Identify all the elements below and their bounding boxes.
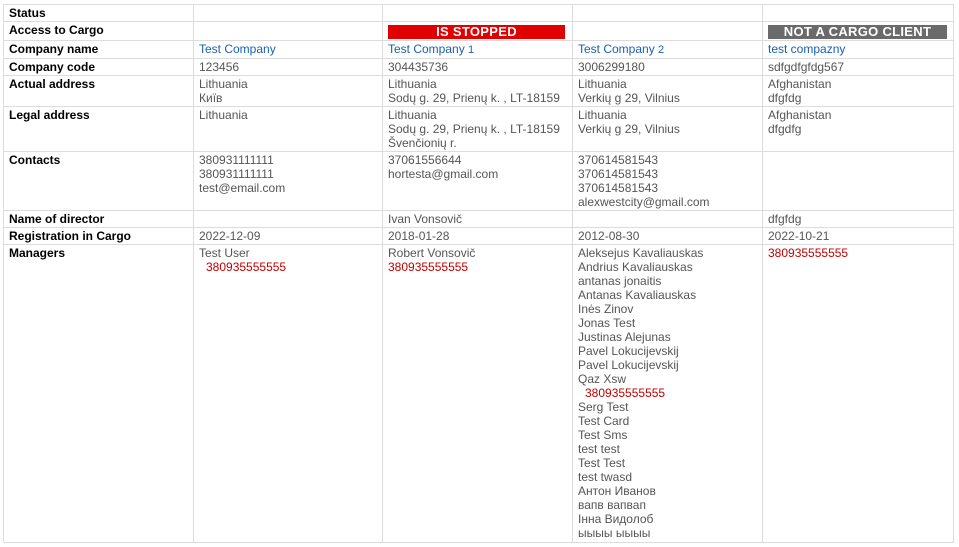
cell-director-1	[194, 211, 383, 228]
manager-name: ыыыы ыыыы	[578, 526, 651, 540]
company-link-2-text: Test Company	[388, 42, 465, 56]
manager-name: Jonas Test	[578, 316, 636, 330]
cell-managers-4	[763, 245, 954, 543]
contact-line: 370614581543	[578, 167, 659, 181]
cell-name-2	[383, 41, 573, 59]
cell-status-1	[194, 5, 383, 22]
company-link-4[interactable]: test compazny	[768, 42, 846, 56]
cell-legal-4	[763, 107, 954, 152]
manager-name: test twasd	[578, 470, 633, 484]
address-line: dfgdfg	[768, 122, 802, 136]
row-contacts	[4, 152, 954, 211]
address-line: Švenčionių r.	[388, 136, 457, 150]
address-line: Lithuania	[578, 77, 627, 91]
cell-actual-1	[194, 76, 383, 107]
manager-name: Andrius Kavaliauskas	[578, 260, 693, 274]
cell-registration-1: 2022-12-09	[194, 228, 383, 245]
status-badge-stopped: IS STOPPED	[388, 25, 565, 39]
row-label-company-code: Company code	[4, 59, 194, 76]
cell-contacts-1	[194, 152, 383, 211]
row-registration	[4, 228, 954, 245]
cell-actual-4	[763, 76, 954, 107]
cell-managers-1	[194, 245, 383, 543]
manager-name: test test	[578, 442, 621, 456]
contact-line: 370614581543	[578, 153, 659, 167]
manager-name: Інна Видолоб	[578, 512, 654, 526]
manager-name: Test Sms	[578, 428, 628, 442]
manager-name: Test Card	[578, 414, 630, 428]
manager-name: Aleksejus Kavaliauskas	[578, 246, 704, 260]
row-label-registration: Registration in Cargo	[4, 228, 194, 245]
cell-actual-3	[573, 76, 763, 107]
row-label-actual-address: Actual address	[4, 76, 194, 107]
row-label-managers: Managers	[4, 245, 194, 543]
row-label-status: Status	[4, 5, 194, 22]
cell-contacts-4	[763, 152, 954, 211]
cell-actual-2	[383, 76, 573, 107]
cell-contacts-2	[383, 152, 573, 211]
cell-code-1: 123456	[194, 59, 383, 76]
row-company-name	[4, 41, 954, 59]
address-line: Lithuania	[388, 108, 437, 122]
manager-phone: 380935555555	[388, 260, 469, 274]
cell-code-4: sdfgdfgfdg567	[763, 59, 954, 76]
manager-name: Pavel Lokucijevskij	[578, 344, 679, 358]
contact-line: 370614581543	[578, 181, 659, 195]
row-actual-address	[4, 76, 954, 107]
status-badge-not-client: NOT A CARGO CLIENT	[768, 25, 947, 39]
row-label-legal-address: Legal address	[4, 107, 194, 152]
row-label-company-name: Company name	[4, 41, 194, 59]
company-link-2-suffix: 1	[468, 44, 475, 56]
cell-director-4: dfgfdg	[763, 211, 954, 228]
manager-phone: 380935555555	[768, 246, 849, 260]
manager-name: Qaz Xsw	[578, 372, 627, 386]
address-line: Київ	[199, 91, 223, 105]
row-label-contacts: Contacts	[4, 152, 194, 211]
company-link-3-text: Test Company	[578, 42, 655, 56]
contact-line: hortesta@gmail.com	[388, 167, 499, 181]
address-line: Verkių g 29, Vilnius	[578, 122, 680, 136]
contact-line: 37061556644	[388, 153, 462, 167]
cell-access-1	[194, 22, 383, 41]
cell-name-1	[194, 41, 383, 59]
cell-status-3	[573, 5, 763, 22]
row-legal-address	[4, 107, 954, 152]
address-line: Afghanistan	[768, 108, 832, 122]
manager-name: Антон Иванов	[578, 484, 656, 498]
address-line: Lithuania	[388, 77, 437, 91]
manager-name: Pavel Lokucijevskij	[578, 358, 679, 372]
address-line: Lithuania	[578, 108, 627, 122]
row-company-code	[4, 59, 954, 76]
cell-registration-2: 2018-01-28	[383, 228, 573, 245]
manager-name: Test Test	[578, 456, 626, 470]
address-line: Lithuania	[199, 77, 248, 91]
manager-name: Antanas Kavaliauskas	[578, 288, 697, 302]
cell-name-3	[573, 41, 763, 59]
manager-phone: 380935555555	[206, 260, 287, 274]
address-line: Afghanistan	[768, 77, 832, 91]
cell-contacts-3	[573, 152, 763, 211]
manager-name: Serg Test	[578, 400, 629, 414]
cell-managers-2	[383, 245, 573, 543]
manager-name: antanas jonaitis	[578, 274, 662, 288]
cell-access-3	[573, 22, 763, 41]
cell-name-4	[763, 41, 954, 59]
company-comparison	[3, 4, 954, 543]
contact-line: 380931111111	[199, 167, 274, 181]
manager-name: вапв вапвап	[578, 498, 646, 512]
cell-access-4	[763, 22, 954, 41]
row-director	[4, 211, 954, 228]
manager-phone: 380935555555	[585, 386, 666, 400]
cell-status-2	[383, 5, 573, 22]
company-link-2[interactable]	[388, 42, 474, 56]
cell-code-3: 3006299180	[573, 59, 763, 76]
cell-legal-2	[383, 107, 573, 152]
row-managers	[4, 245, 954, 543]
manager-name: Inės Zinov	[578, 302, 634, 316]
cell-registration-3: 2012-08-30	[573, 228, 763, 245]
manager-name: Justinas Alejunas	[578, 330, 671, 344]
manager-name: Robert Vonsovič	[388, 246, 476, 260]
company-comparison-table	[3, 4, 954, 543]
address-line: Lithuania	[199, 108, 248, 122]
address-line: Sodų g. 29, Prienų k. , LT-18159	[388, 122, 560, 136]
cell-director-3	[573, 211, 763, 228]
cell-status-4	[763, 5, 954, 22]
address-line: Verkių g 29, Vilnius	[578, 91, 680, 105]
row-status	[4, 5, 954, 22]
cell-legal-1	[194, 107, 383, 152]
row-label-access: Access to Cargo	[4, 22, 194, 41]
contact-line: 380931111111	[199, 153, 274, 167]
contact-line: alexwestcity@gmail.com	[578, 195, 710, 209]
cell-access-2	[383, 22, 573, 41]
row-label-director: Name of director	[4, 211, 194, 228]
cell-registration-4: 2022-10-21	[763, 228, 954, 245]
contact-line: test@email.com	[199, 181, 286, 195]
cell-managers-3	[573, 245, 763, 543]
cell-code-2: 304435736	[383, 59, 573, 76]
cell-director-2: Ivan Vonsovič	[383, 211, 573, 228]
row-access	[4, 22, 954, 41]
cell-legal-3	[573, 107, 763, 152]
company-link-1[interactable]: Test Company	[199, 42, 276, 56]
company-link-3[interactable]	[578, 42, 664, 56]
address-line: Sodų g. 29, Prienų k. , LT-18159	[388, 91, 560, 105]
company-link-3-suffix: 2	[658, 44, 665, 56]
address-line: dfgfdg	[768, 91, 802, 105]
manager-name: Test User	[199, 246, 250, 260]
